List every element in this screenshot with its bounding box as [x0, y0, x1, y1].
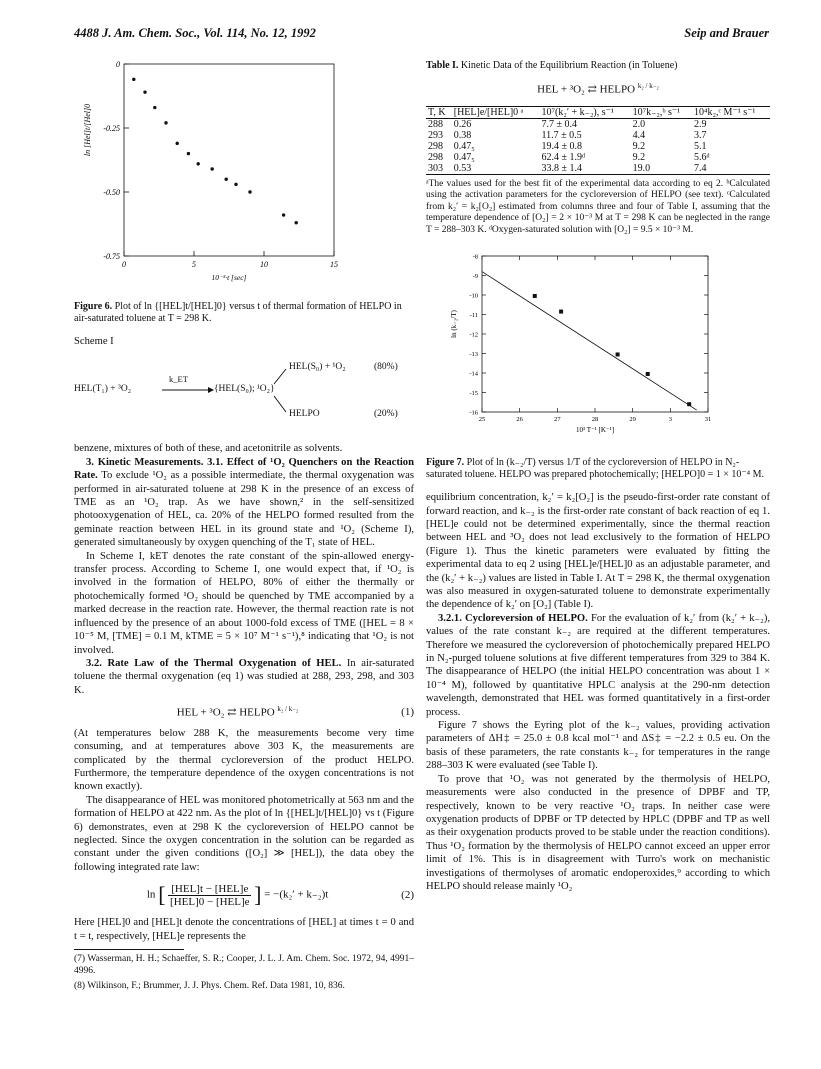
x-axis-label: 10³ T⁻¹ [K⁻¹] [575, 426, 615, 435]
y-tick-label: -15 [469, 390, 478, 398]
x-tick-label: 3 [668, 416, 672, 424]
x-tick-label: 15 [330, 260, 338, 269]
table-cell: 11.7 ± 0.5 [541, 129, 582, 141]
figure-7-label: Figure 7. [426, 457, 465, 469]
right-para-1: equilibrium concentration, k₂′ = k₂[O₂] is the pseudo-first-order rate constant of forward reaction, and k₋₂ is the first-order rate constant of back reaction of eq 1. [HEL]e could not be determined experimentally, since the thermal reaction between HEL and ³O₂ does not lead exclusively to the formation of HELPO (Figure 1). Thus the kinetic parameters were evaluated by fitting the experimental data to eq 2 using [HEL]e/[HEL]0 as an adjustable parameter, and the (k₂′ + k₋₂) values are listed in Table I. At T = 298 K, the thermal oxygenation was also measured in oxygen-saturated toluene to demonstrate experimentally the dependence of k₂′ on [O₂] (Table I). [426, 492, 770, 611]
y-tick-label: 0 [116, 60, 120, 69]
figure-6-caption [74, 301, 414, 325]
scheme-intermediate: {HEL(S₀); ¹O₂} [214, 384, 275, 395]
table-cell: 0.47₅ [453, 140, 475, 152]
footnote-7: (7) Wasserman, H. H.; Schaeffer, S. R.; Cooper, J. L. J. Am. Chem. Soc. 1972, 94, 4991–4996. [74, 954, 414, 976]
table-1-reaction [426, 82, 770, 96]
table-cell: 0.53 [453, 162, 472, 174]
y-tick-label: -14 [469, 370, 478, 378]
right-para-4: To prove that ¹O₂ was not generated by the thermolysis of HELPO, measurements were also conducted in the presence of DPBF and TP, respectively, known to be very reactive ¹O₂ traps. In neither case were oxygenation products of DPBF or TP detected by HPLC (DPBF and TP as well as their oxygenation products proved to be stable under the reaction conditions). Thus ¹O₂ formation by the thermolysis of HELPO cannot exceed an upper error limit of 1%. This is in disagreement with Turro's work on mechanistic investigations of thermolyses of aromatic endoperoxides,⁹ according to which HELPO should release mainly ¹O₂ [426, 773, 770, 892]
table-header: 10⁷(k₂′ + k₋₂), s⁻¹ [541, 106, 614, 118]
table-header: T, K [428, 106, 446, 118]
table-1 [426, 106, 770, 175]
right-para-3: Figure 7 shows the Eyring plot of the k₋₂ values, providing activation parameters of ΔH‡ = 25.0 ± 0.8 kcal mol⁻¹ and ΔS‡ = −2.2 ± 0.5 eu. On the basis of these parameters, the rate constants k₋₂ for temperatures in the range 288–303 K were evaluated (see Table I). [426, 720, 770, 772]
plot-frame [124, 64, 334, 256]
running-header: 4488 J. Am. Chem. Soc., Vol. 114, No. 12, 1992 [74, 26, 316, 40]
equation-2-denominator: [HEL]0 − [HEL]e [170, 895, 250, 908]
x-tick-label: 27 [554, 416, 561, 424]
data-point [132, 78, 135, 81]
footnote-8: (8) Wilkinson, F.; Brummer, J. J. Phys. Chem. Ref. Data 1981, 10, 836. [74, 981, 345, 992]
data-point [197, 162, 200, 165]
table-cell: 7.7 ± 0.4 [541, 118, 578, 130]
y-tick-label: -9 [472, 273, 478, 281]
table-cell: 303 [428, 162, 443, 174]
data-point [282, 213, 285, 216]
figure-6-caption-text: Plot of ln {[HEL]t/[HEL]0} versus t of thermal formation of HELPO in air-saturated toluene at T = 298 K. [74, 301, 402, 324]
table-header: [HEL]e/[HEL]0 ᵃ [453, 106, 524, 118]
table-row [426, 141, 770, 152]
x-tick-label: 29 [629, 416, 636, 424]
equation-2-number: (2) [401, 889, 414, 902]
equation-2-numerator: [HEL]t − [HEL]e [168, 883, 251, 896]
data-point [295, 221, 298, 224]
table-cell: 0.38 [453, 129, 472, 141]
x-tick-label: 31 [704, 416, 712, 424]
data-point [687, 402, 691, 406]
table-1-footnotes: ᵃThe values used for the best fit of the experimental data according to eq 2. ᵇCalculated using the activation parameters for the cycloreversion of HELPO (see text). ᶜCalculated from k₂′ = k₂[O₂] estimated from columns three and four of Table I, assuming that the temperature dependence of [O₂] = 2 × 10⁻³ M at T = 298 K can be neglected in the range T = 288–303 K. ᵈOxygen-saturated solution with [O₂] = 9.5 × 10⁻³ M. [426, 178, 770, 235]
table-1-label: Table I. [426, 60, 459, 71]
table-cell: 9.2 [632, 140, 646, 152]
table-cell: 19.0 [632, 162, 651, 174]
data-point [225, 178, 228, 181]
x-tick-label: 0 [122, 260, 126, 269]
scheme-reactant: HEL(T₁) + ³O₂ [74, 384, 132, 395]
scheme-product-2: HELPO [289, 409, 320, 420]
data-point [234, 183, 237, 186]
scheme-product-1-pct: (80%) [374, 362, 398, 373]
x-tick-label: 5 [192, 260, 196, 269]
table-1-reaction-rates: k₂ / k₋₂ [637, 82, 659, 90]
left-para-4: In air-saturated toluene the thermal oxygenation (eq 1) was studied at 288, 293, 298, and 303 K. [74, 657, 415, 696]
left-para-7: Here [HEL]0 and [HEL]t denote the concentrations of [HEL] at times t = 0 and t = t, respectively, [HEL]e represents the [74, 917, 414, 942]
left-column [74, 60, 414, 993]
table-cell: 288 [428, 118, 443, 130]
table-cell: 2.0 [632, 118, 646, 130]
figure-6-plot [74, 60, 414, 292]
right-column [426, 60, 770, 893]
table-header: 10⁷k₋₂,ᵇ s⁻¹ [632, 106, 681, 118]
table-cell: 33.8 ± 1.4 [541, 162, 583, 174]
data-point [559, 310, 563, 314]
table-row [426, 163, 770, 175]
equation-1-rates: k₂ / k₋₂ [277, 705, 299, 714]
y-tick-label: -10 [469, 292, 478, 300]
scheme-1 [74, 354, 414, 432]
table-cell: 4.4 [632, 129, 646, 141]
left-para-6: The disappearance of HEL was monitored photometrically at 563 nm and the formation of HELPO at 422 nm. As the plot of ln {[HEL]t/[HEL]0} vs t (Figure 6) demonstrates, even at 298 K the cycloreversion of HELPO cannot be neglected. Since the oxygen concentration in the solution can be regarded as constant under the given conditions ([O₂] ≫ [HEL]), the data obey the following integrated rate law: [74, 794, 414, 873]
figure-7-caption [426, 457, 770, 481]
table-1-title: Kinetic Data of the Equilibrium Reaction (in Toluene) [460, 60, 678, 71]
data-point [616, 353, 620, 357]
table-cell: 298 [428, 140, 443, 152]
table-cell: 298 [428, 151, 443, 163]
left-para-1: benzene, mixtures of both of these, and acetonitrile as solvents. [74, 443, 343, 455]
table-cell: 2.9 [694, 118, 707, 130]
table-cell: 9.2 [632, 151, 646, 163]
left-para-3: In Scheme I, kET denotes the rate constant of the spin-allowed energy-transfer process. According to Scheme I, one would expect that, if ¹O₂ is involved in the formation of HELPO, 80% of either the thermally or photochemically formed ¹O₂ should be quenched by TME accompanied by a marked decrease in the reaction rate. However, the thermal reaction rate is not influenced by the presence of an about 1000-fold excess of TME ([HEL = 8 × 10⁻⁵ M, [TME] = 0.1 M, kTME = 5 × 10⁷ M⁻¹ s⁻¹),⁸ indicating that ¹O₂ is not involved. [74, 550, 414, 656]
x-axis-label: 10⁻³·t [sec] [211, 273, 247, 282]
x-tick-label: 28 [591, 416, 599, 424]
data-point [646, 372, 650, 376]
equation-1-text: HEL + ³O₂ ⇄ HELPO [176, 706, 275, 719]
equation-1-number: (1) [401, 705, 414, 718]
table-cell: 19.4 ± 0.8 [541, 140, 583, 152]
data-point [164, 121, 167, 124]
table-row [426, 130, 770, 141]
table-cell: 293 [428, 129, 443, 141]
table-cell: 62.4 ± 1.9ᵈ [541, 151, 586, 163]
table-cell: 5.6ᵈ [694, 151, 710, 163]
y-tick-label: -8 [472, 253, 478, 261]
data-point [143, 90, 146, 93]
equation-2: ln [ $\frac{\text{[HEL]t − [HEL]e}}{\text{[HEL]0 − [HEL]e}}$ ] = −(k₂′ + k₋₂)t (2) [146, 882, 414, 908]
scheme-product-1: HEL(S₀) + ¹O₂ [289, 362, 346, 373]
table-cell: 0.26 [453, 118, 472, 130]
table-1-reaction-text: HEL + ³O₂ ⇄ HELPO [537, 83, 636, 96]
left-para-2: To exclude ¹O₂ as a possible intermediate, the thermal oxygenation was performed in air-saturated toluene at 298 K in the presence of an excess of TME as an ¹O₂ trap. As we have shown,² in the self-sensitized photooxygenation of HEL, ca. 20% of the HELPO formed resulted from the geminate reaction between HEL in its ground state and ¹O₂ (Scheme I), generated simultaneously by oxygen quenching of the T₁ state of HEL. [74, 470, 414, 549]
running-authors: Seip and Brauer [684, 26, 769, 40]
equation-1 [74, 705, 414, 719]
y-tick-label: -0.75 [103, 252, 120, 261]
data-point [211, 167, 214, 170]
table-row [426, 118, 770, 130]
table-cell: 0.47₅ [453, 151, 475, 163]
table-header: 10⁴k₂,ᶜ M⁻¹ s⁻¹ [694, 106, 756, 118]
data-point [248, 190, 251, 193]
section-3-heading: 3. Kinetic Measurements. 3.1. Effect of ¹O₂ Quenchers on the Reaction Rate. [74, 456, 414, 482]
y-tick-label: -12 [469, 331, 478, 339]
scheme-arrow-label: k_ET [169, 374, 188, 385]
table-cell: 7.4 [694, 162, 707, 174]
data-point [187, 152, 190, 155]
section-32-heading: 3.2. Rate Law of the Thermal Oxygenation of HEL. [86, 657, 342, 669]
y-tick-label: -0.50 [103, 188, 120, 197]
x-tick-label: 25 [478, 416, 486, 424]
table-row [426, 152, 770, 163]
equation-2-rhs: = −(k₂′ + k₋₂)t [264, 888, 329, 901]
table-cell: 5.1 [694, 140, 707, 152]
right-para-2: For the evaluation of k₂′ from (k₂′ + k₋₂), values of the rate constant k₋₂ are required at the different temperatures. Therefore we measured the cycloreversion of photochemically prepared HELPO in N₂-purged toluene solutions at five different temperatures from 329 to 384 K. The disappearance of HELPO (the initial HELPO concentration was about 1 × 10⁻⁴ M), followed by quantitative HPLC analysis at the 290-nm detection wavelength, demonstrated that HEL was formed quantitatively in a first-order process. [426, 612, 770, 718]
left-para-5: (At temperatures below 288 K, the measurements become very time consuming, and at temperatures above 303 K, the measurements are complicated by the thermal cycloreversion of the product HELPO. Furthermore, the temperature dependence of the oxygen concentrations is not known exactly). [74, 727, 414, 793]
scheme-title: Scheme I [74, 336, 114, 347]
section-321-heading: 3.2.1. Cycloreversion of HELPO. [438, 612, 588, 624]
equation-2-ln: ln [146, 888, 156, 901]
figure-6-label: Figure 6. [74, 301, 113, 312]
x-tick-label: 10 [260, 260, 268, 269]
y-tick-label: -13 [469, 351, 478, 359]
data-point [153, 106, 156, 109]
y-axis-label: ln [Hel]t/[Hel]0 [83, 103, 92, 157]
y-tick-label: -16 [469, 409, 478, 417]
data-point [533, 294, 537, 298]
scheme-product-2-pct: (20%) [374, 409, 398, 420]
y-tick-label: -11 [469, 312, 478, 320]
y-tick-label: -0.25 [103, 124, 120, 133]
scheme-arrows [74, 354, 414, 432]
fit-line [482, 272, 697, 410]
x-tick-label: 26 [516, 416, 523, 424]
data-point [176, 142, 179, 145]
table-cell: 3.7 [694, 129, 707, 141]
figure-7-plot [426, 248, 770, 448]
figure-7-caption-text: Plot of ln (k₋₂/T) versus 1/T of the cycloreversion of HELPO in N₂-saturated toluene. HELPO was prepared photochemically; [HELPO]0 = 1 × 10⁻⁴ M. [426, 457, 765, 481]
y-axis-label: ln (k₋₂/T) [450, 310, 458, 339]
plot-frame [482, 256, 708, 412]
